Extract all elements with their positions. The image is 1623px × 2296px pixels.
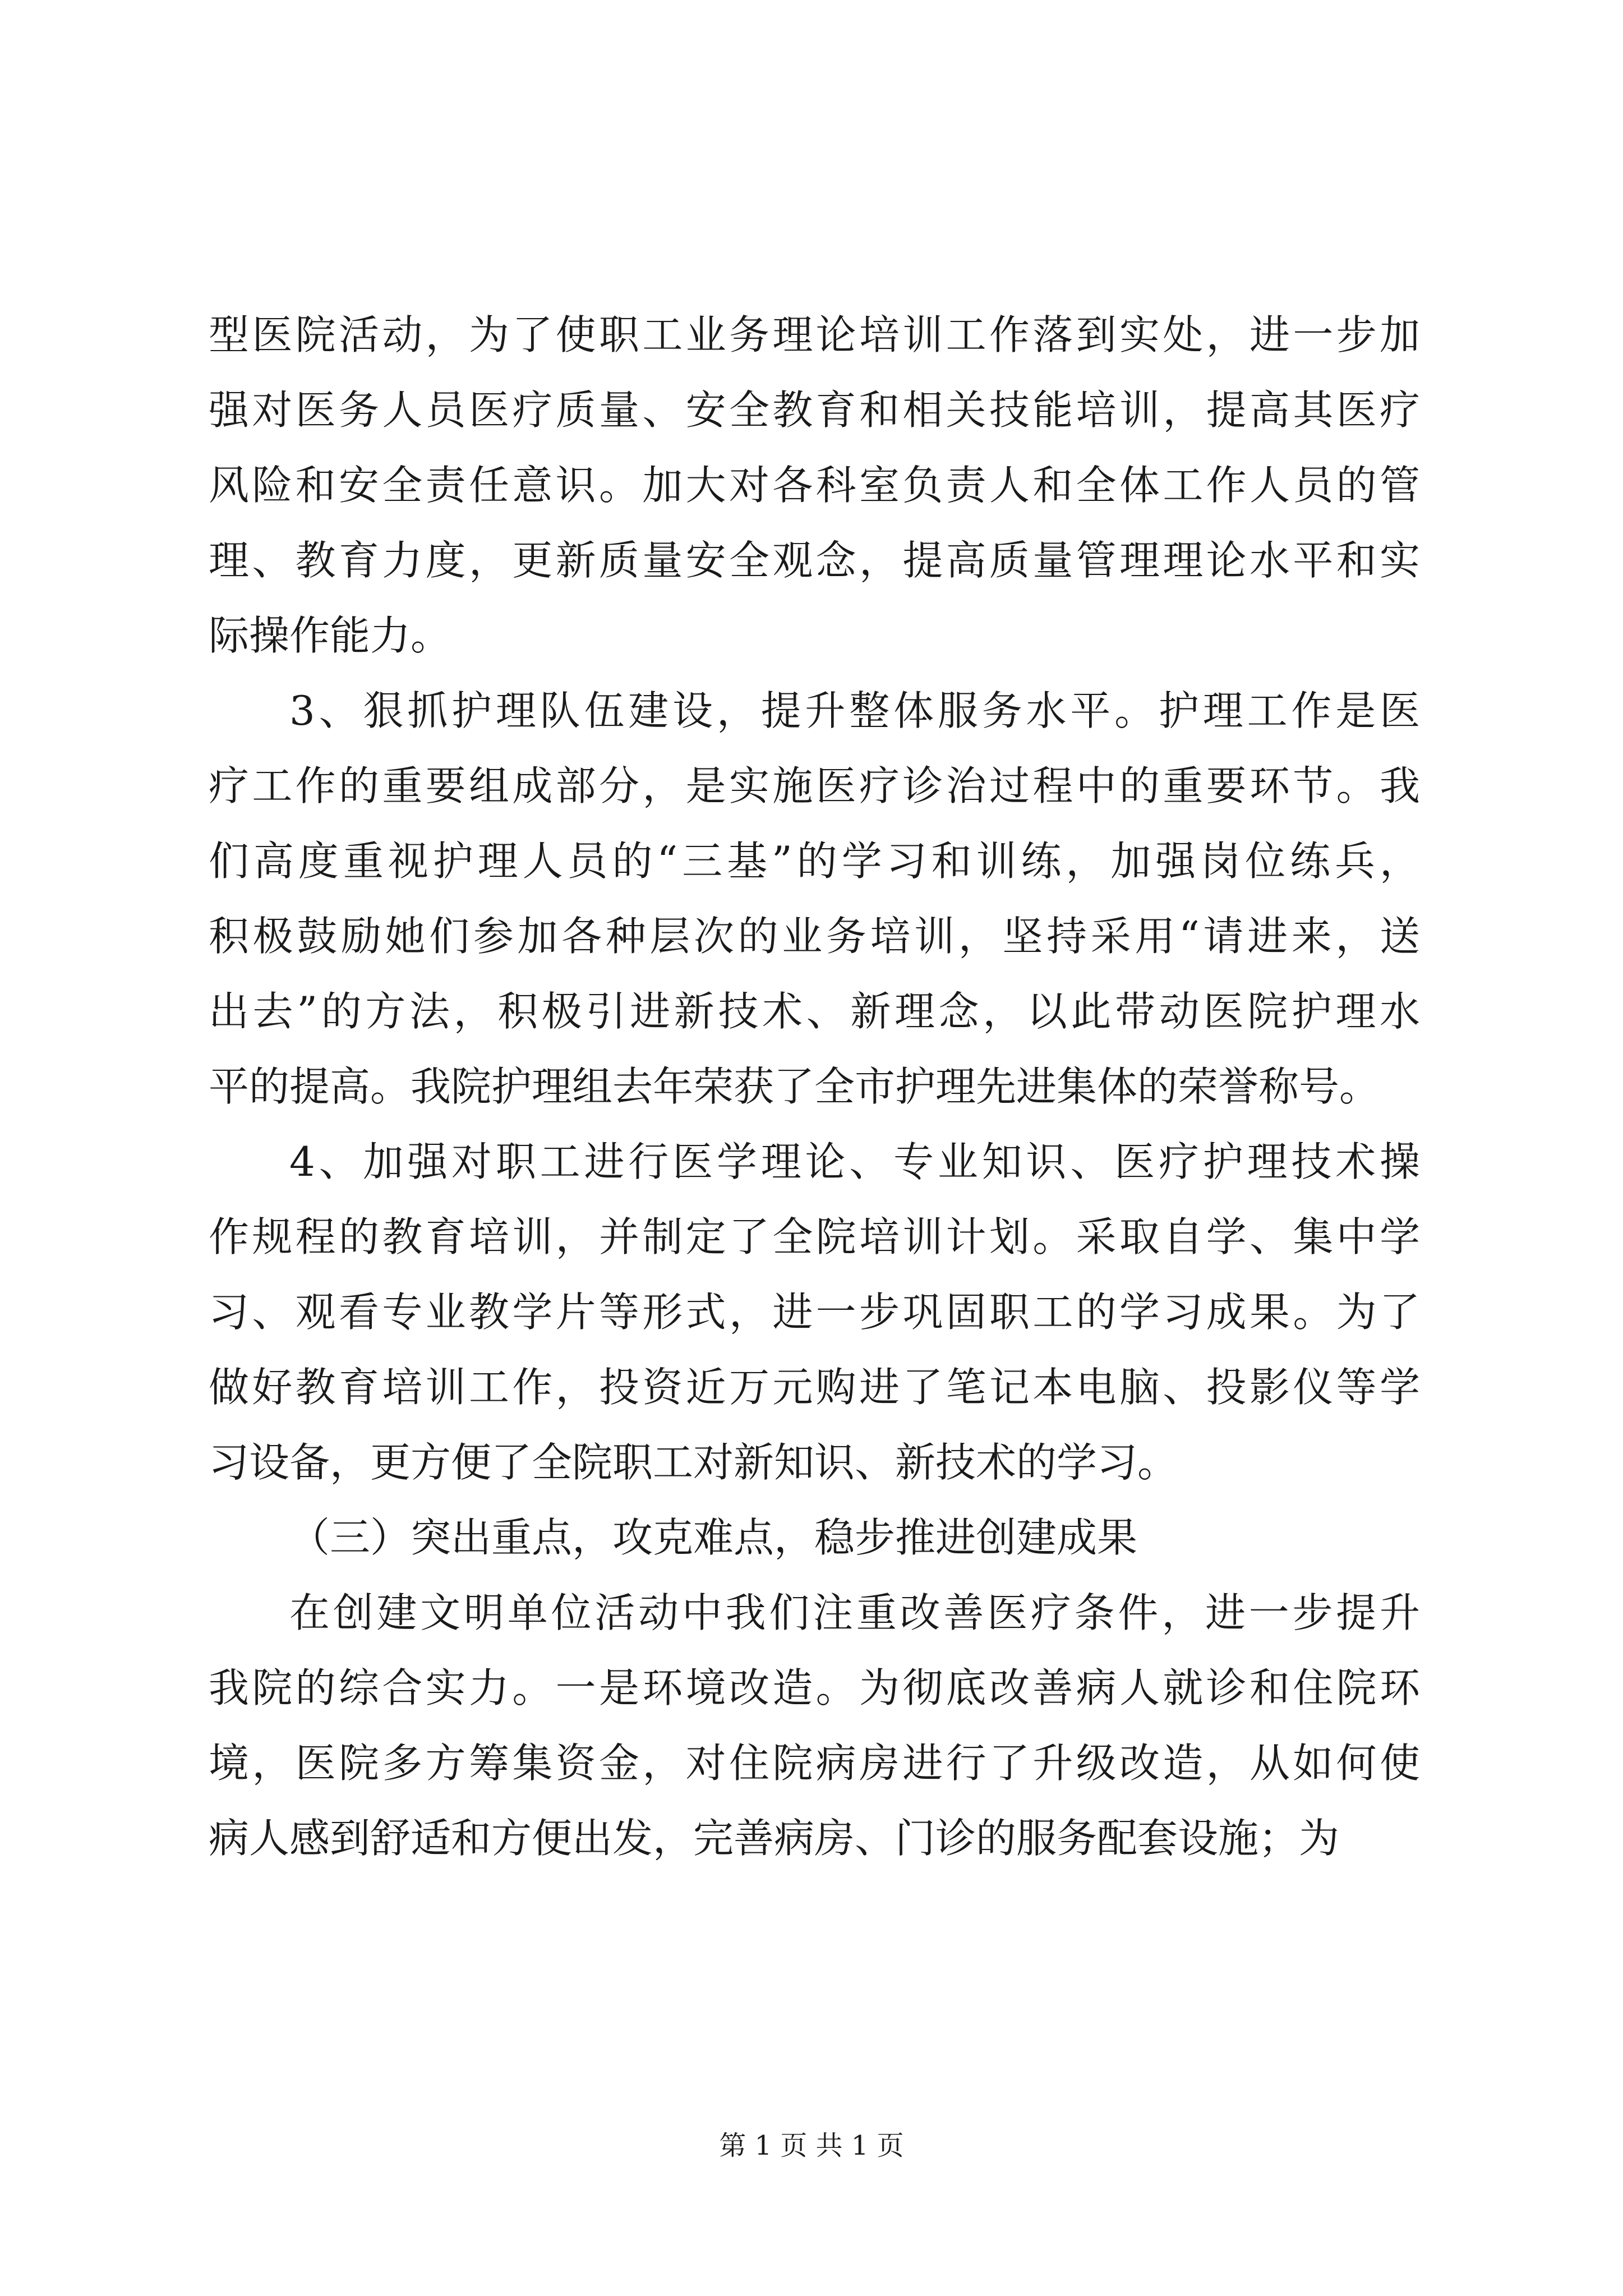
text-line: 疗工作的重要组成部分，是实施医疗诊治过程中的重要环节。我: [209, 762, 1420, 809]
text-line: 3、狠抓护理队伍建设，提升整体服务水平。护理工作是医: [289, 687, 1420, 734]
text-line: 在创建文明单位活动中我们注重改善医疗条件，进一步提升: [289, 1589, 1420, 1636]
page-footer: 第 1 页 共 1 页: [719, 2130, 904, 2161]
text-line: 病人感到舒适和方便出发，完善病房、门诊的服务配套设施；为: [209, 1815, 1340, 1862]
text-line: 习、观看专业教学片等形式，进一步巩固职工的学习成果。为了: [209, 1289, 1420, 1336]
text-line: 境，医院多方筹集资金，对住院病房进行了升级改造，从如何使: [209, 1740, 1420, 1787]
paragraph-continued: [209, 297, 1420, 673]
document-body: [209, 297, 1420, 1876]
text-line: 风险和安全责任意识。加大对各科室负责人和全体工作人员的管: [209, 462, 1420, 509]
text-line: 4、加强对职工进行医学理论、专业知识、医疗护理技术操: [289, 1138, 1420, 1185]
text-line: 出去”的方法，积极引进新技术、新理念，以此带动医院护理水: [209, 988, 1420, 1035]
text-line: （三）突出重点，攻克难点，稳步推进创建成果: [289, 1514, 1138, 1561]
text-line: 型医院活动，为了使职工业务理论培训工作落到实处，进一步加: [209, 311, 1420, 358]
section-heading-3: [209, 1500, 1420, 1575]
text-line: 做好教育培训工作，投资近万元购进了笔记本电脑、投影仪等学: [209, 1364, 1420, 1411]
text-line: 习设备，更方便了全院职工对新知识、新技术的学习。: [209, 1439, 1178, 1486]
text-line: 平的提高。我院护理组去年荣获了全市护理先进集体的荣誉称号。: [209, 1063, 1380, 1110]
text-line: 理、教育力度，更新质量安全观念，提高质量管理理论水平和实: [209, 537, 1420, 584]
text-line: 积极鼓励她们参加各种层次的业务培训，坚持采用“请进来，送: [209, 913, 1420, 960]
paragraph-item-3: [209, 673, 1420, 1124]
text-line: 们高度重视护理人员的“三基”的学习和训练，加强岗位练兵，: [209, 838, 1420, 885]
text-line: 我院的综合实力。一是环境改造。为彻底改善病人就诊和住院环: [209, 1664, 1420, 1711]
paragraph-environment: [209, 1575, 1420, 1876]
text-line: 际操作能力。: [209, 612, 451, 659]
text-line: 作规程的教育培训，并制定了全院培训计划。采取自学、集中学: [209, 1213, 1420, 1260]
text-line: 强对医务人员医疗质量、安全教育和相关技能培训，提高其医疗: [209, 386, 1420, 434]
paragraph-item-4: [209, 1124, 1420, 1500]
